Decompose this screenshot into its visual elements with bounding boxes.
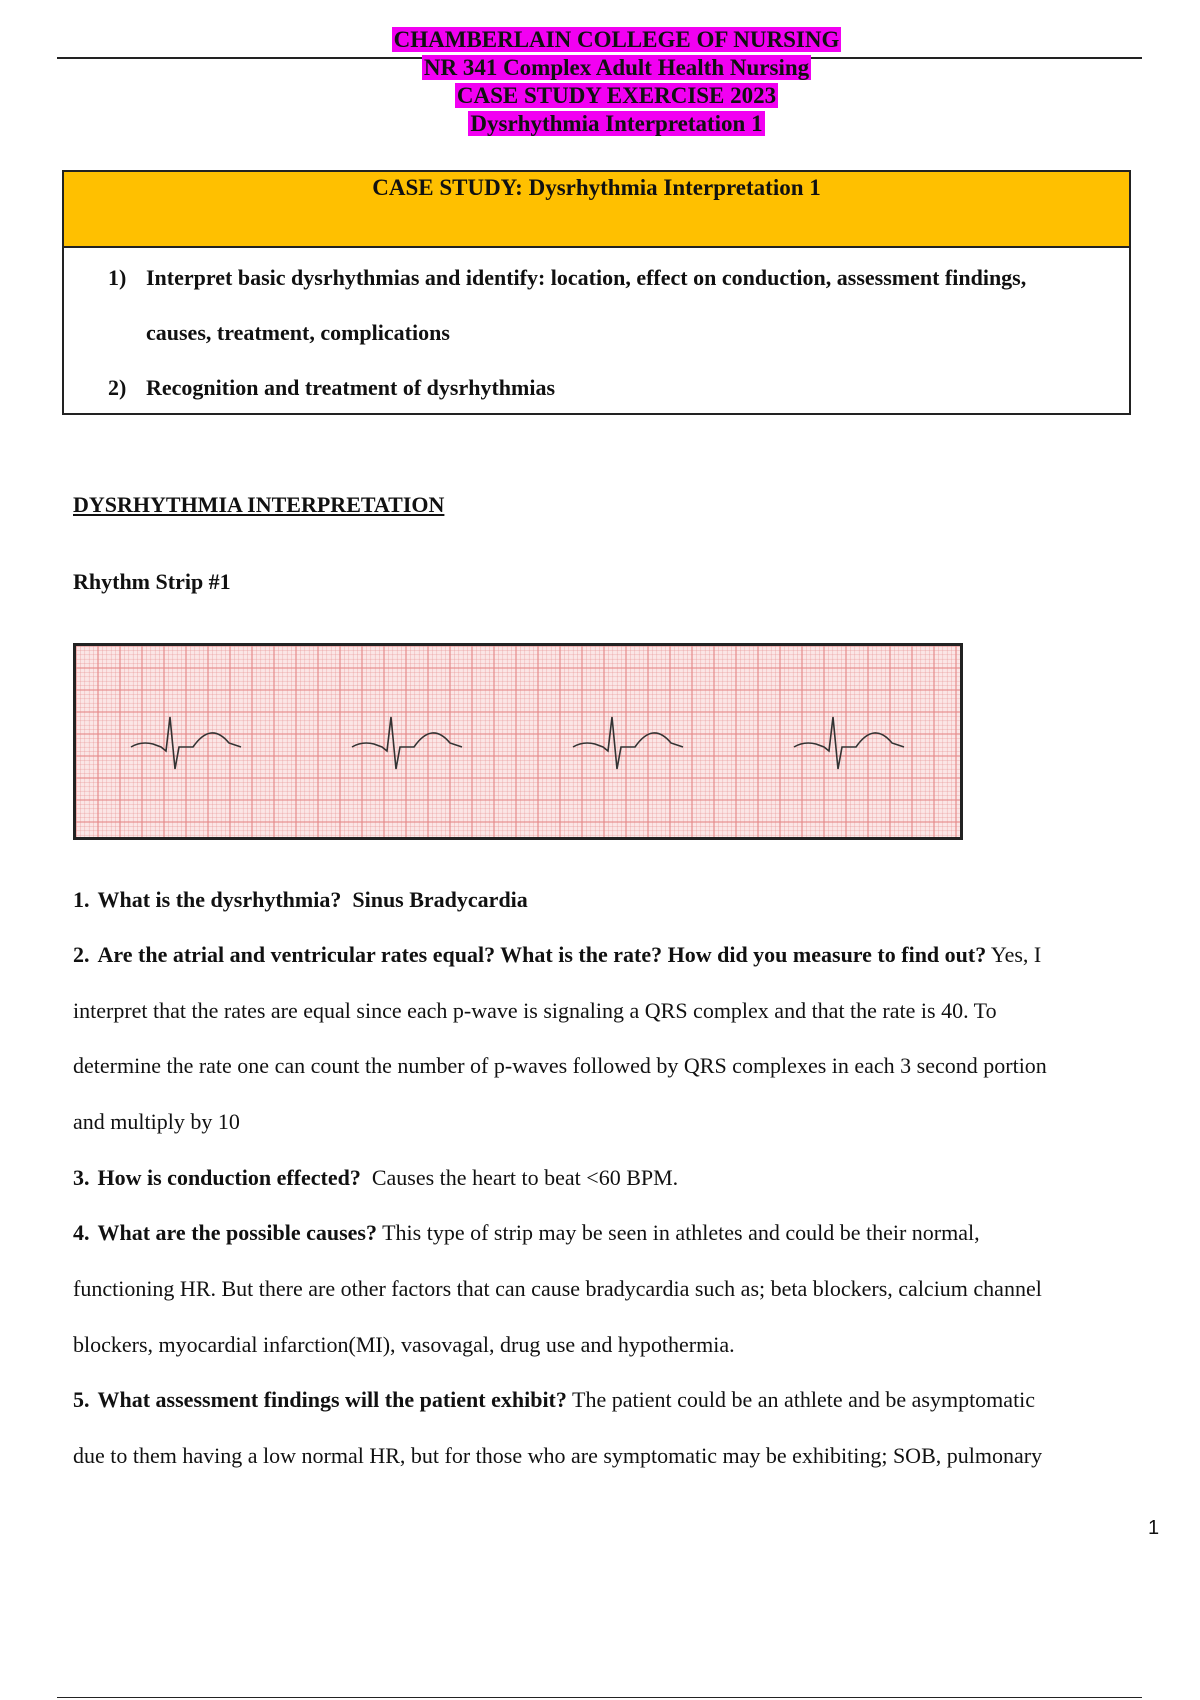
question-text: How is conduction effected?	[97, 1165, 361, 1190]
objective-text: Recognition and treatment of dysrhythmias	[146, 375, 556, 400]
question-number: 5.	[73, 1387, 90, 1412]
document-header	[0, 26, 1200, 138]
section-title: DYSRHYTHMIA INTERPRETATION	[73, 492, 445, 517]
question-number: 1.	[73, 887, 90, 912]
answer-5-line-2: due to them having a low normal HR, but for those who are symptomatic may be exhibiting; SOB, pulmonary	[73, 1443, 1043, 1468]
objective-text: Interpret basic dysrhythmias and identify: location, effect on conduction, assessment findings,	[146, 265, 1027, 290]
question-text: What assessment findings will the patient exhibit?	[97, 1387, 567, 1412]
question-text: What are the possible causes?	[97, 1220, 377, 1245]
answer-2-line-3: determine the rate one can count the number of p-waves followed by QRS complexes in each 3 second portion	[73, 1053, 1047, 1078]
document-title: Dysrhythmia Interpretation 1	[470, 111, 763, 136]
objective-1-continued	[146, 305, 450, 360]
ecg-rhythm-strip	[73, 643, 963, 840]
question-5	[73, 1372, 1163, 1428]
objective-1	[108, 250, 1026, 305]
exercise-name: CASE STUDY EXERCISE 2023	[456, 83, 777, 108]
answer-2-line-2: interpret that the rates are equal since each p-wave is signaling a QRS complex and that the rate is 40. To	[73, 998, 997, 1023]
answer-text: Yes, I	[990, 942, 1042, 967]
question-number: 4.	[73, 1220, 90, 1245]
answer-4-line-2: functioning HR. But there are other factors that can cause bradycardia such as; beta blockers, calcium channel	[73, 1276, 1042, 1301]
answer-text: Causes the heart to beat <60 BPM.	[371, 1165, 679, 1190]
objective-text: causes, treatment, complications	[146, 320, 450, 345]
footer-rule	[57, 1697, 1142, 1698]
rhythm-strip-label: Rhythm Strip #1	[73, 569, 231, 594]
case-study-box	[62, 170, 1131, 415]
question-text: What is the dysrhythmia?	[97, 887, 342, 912]
answer-2-line-4: and multiply by 10	[73, 1109, 240, 1134]
answer-text: The patient could be an athlete and be asymptomatic	[572, 1387, 1036, 1412]
objective-number: 2)	[108, 375, 127, 400]
question-2	[73, 927, 1163, 983]
case-study-title: CASE STUDY: Dysrhythmia Interpretation 1	[372, 175, 821, 200]
page-number: 1	[1148, 1517, 1160, 1539]
answer-4-line-3: blockers, myocardial infarction(MI), vasovagal, drug use and hypothermia.	[73, 1332, 735, 1357]
ecg-grid	[76, 646, 960, 837]
course-name: NR 341 Complex Adult Health Nursing	[423, 55, 810, 80]
question-number: 3.	[73, 1165, 90, 1190]
answer-text: Sinus Bradycardia	[352, 887, 528, 912]
question-4	[73, 1205, 1163, 1261]
answer-text: This type of strip may be seen in athletes and could be their normal,	[382, 1220, 980, 1245]
objective-2	[108, 360, 555, 415]
question-text: Are the atrial and ventricular rates equal? What is the rate? How did you measure to find out?	[97, 942, 987, 967]
question-1	[73, 872, 1163, 928]
college-name: CHAMBERLAIN COLLEGE OF NURSING	[393, 27, 840, 52]
question-number: 2.	[73, 942, 90, 967]
question-3	[73, 1150, 1163, 1206]
case-study-header	[64, 172, 1129, 248]
objective-number: 1)	[108, 265, 127, 290]
